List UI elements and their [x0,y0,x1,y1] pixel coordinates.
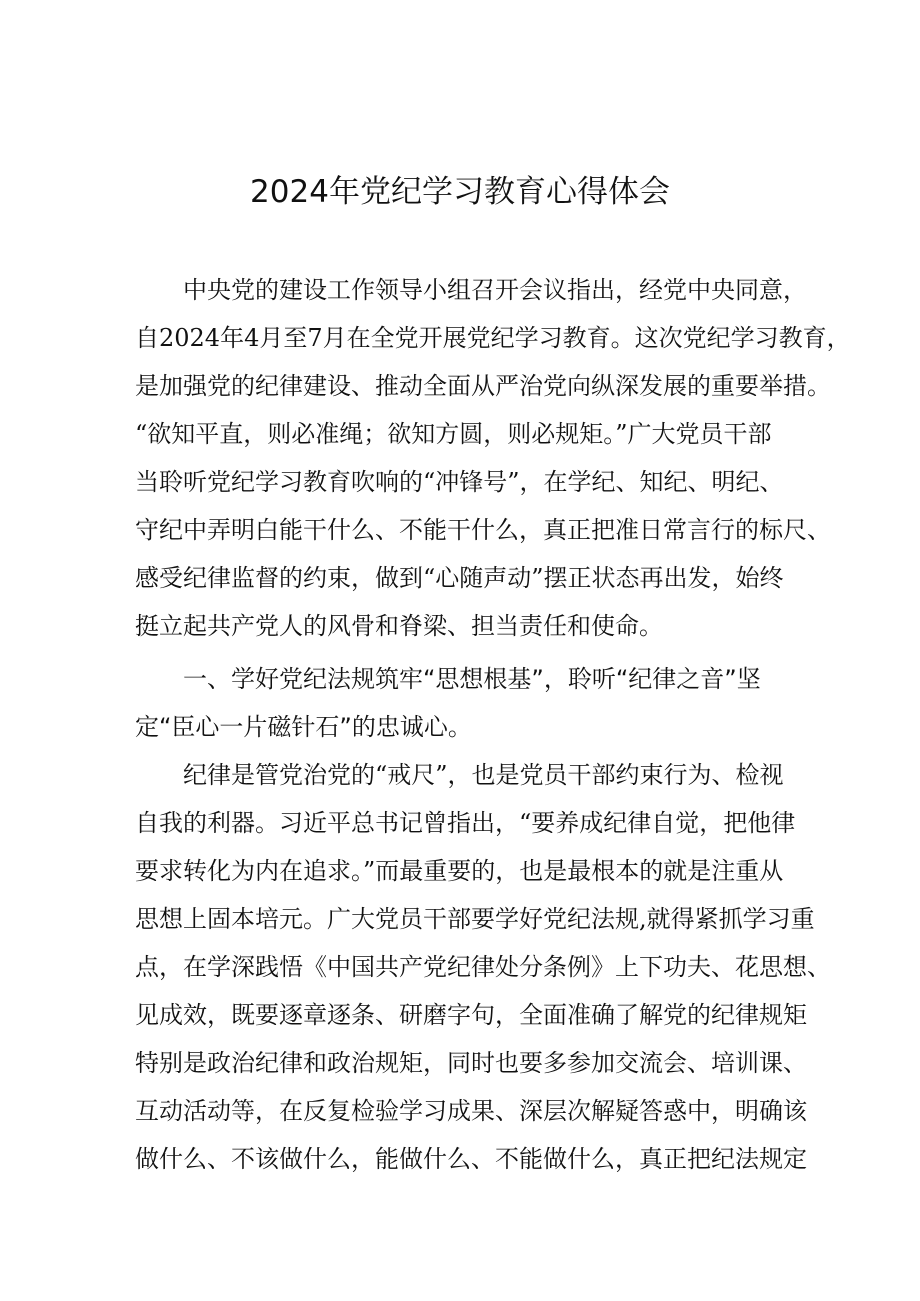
section1-body-line-9: 做什么、不该做什么，能做什么、不能做什么，真正把纪法规定 [135,1145,807,1173]
section1-body-line-3: 要求转化为内在追求。”而最重要的，也是最根本的就是注重从 [135,857,784,885]
section1-body-line-8: 互动活动等，在反复检验学习成果、深层次解疑答惑中，明确该 [135,1097,807,1125]
intro-line-4: “欲知平直，则必准绳；欲知方圆，则必规矩。”广大党员干部 [135,420,772,448]
intro-line-3: 是加强党的纪律建设、推动全面从严治党向纵深发展的重要举措。 [135,372,831,400]
section1-body-line-2: 自我的利器。习近平总书记曾指出，“要养成纪律自觉，把他律 [135,809,796,837]
section1-heading-line-2: 定“臣心一片磁针石”的忠诚心。 [135,713,472,741]
intro-line-1: 中央党的建设工作领导小组召开会议指出，经党中央同意， [183,276,807,304]
section1-body-line-1: 纪律是管党治党的“戒尺”，也是党员干部约束行为、检视 [183,761,784,789]
section1-body-line-6: 见成效，既要逐章逐条、研磨字句，全面准确了解党的纪律规矩 [135,1001,807,1029]
intro-line-7: 感受纪律监督的约束，做到“心随声动”摆正状态再出发，始终 [135,564,784,592]
section1-body-line-7: 特别是政治纪律和政治规矩，同时也要多参加交流会、培训课、 [135,1049,807,1077]
section1-body-line-4: 思想上固本培元。广大党员干部要学好党纪法规,就得紧抓学习重 [135,905,815,933]
document-title: 2024年党纪学习教育心得体会 [250,174,670,210]
section1-body-line-5: 点，在学深践悟《中国共产党纪律处分条例》上下功夫、花思想、 [135,953,831,981]
intro-line-6: 守纪中弄明白能干什么、不能干什么，真正把准日常言行的标尺、 [135,516,831,544]
intro-line-2: 自2024年4月至7月在全党开展党纪学习教育。这次党纪学习教育， [135,324,851,352]
section1-heading-line-1: 一、学好党纪法规筑牢“思想根基”，聆听“纪律之音”坚 [183,665,761,693]
intro-line-5: 当聆听党纪学习教育吹响的“冲锋号”，在学纪、知纪、明纪、 [135,468,784,496]
intro-line-8: 挺立起共产党人的风骨和脊梁、担当责任和使命。 [135,612,663,640]
